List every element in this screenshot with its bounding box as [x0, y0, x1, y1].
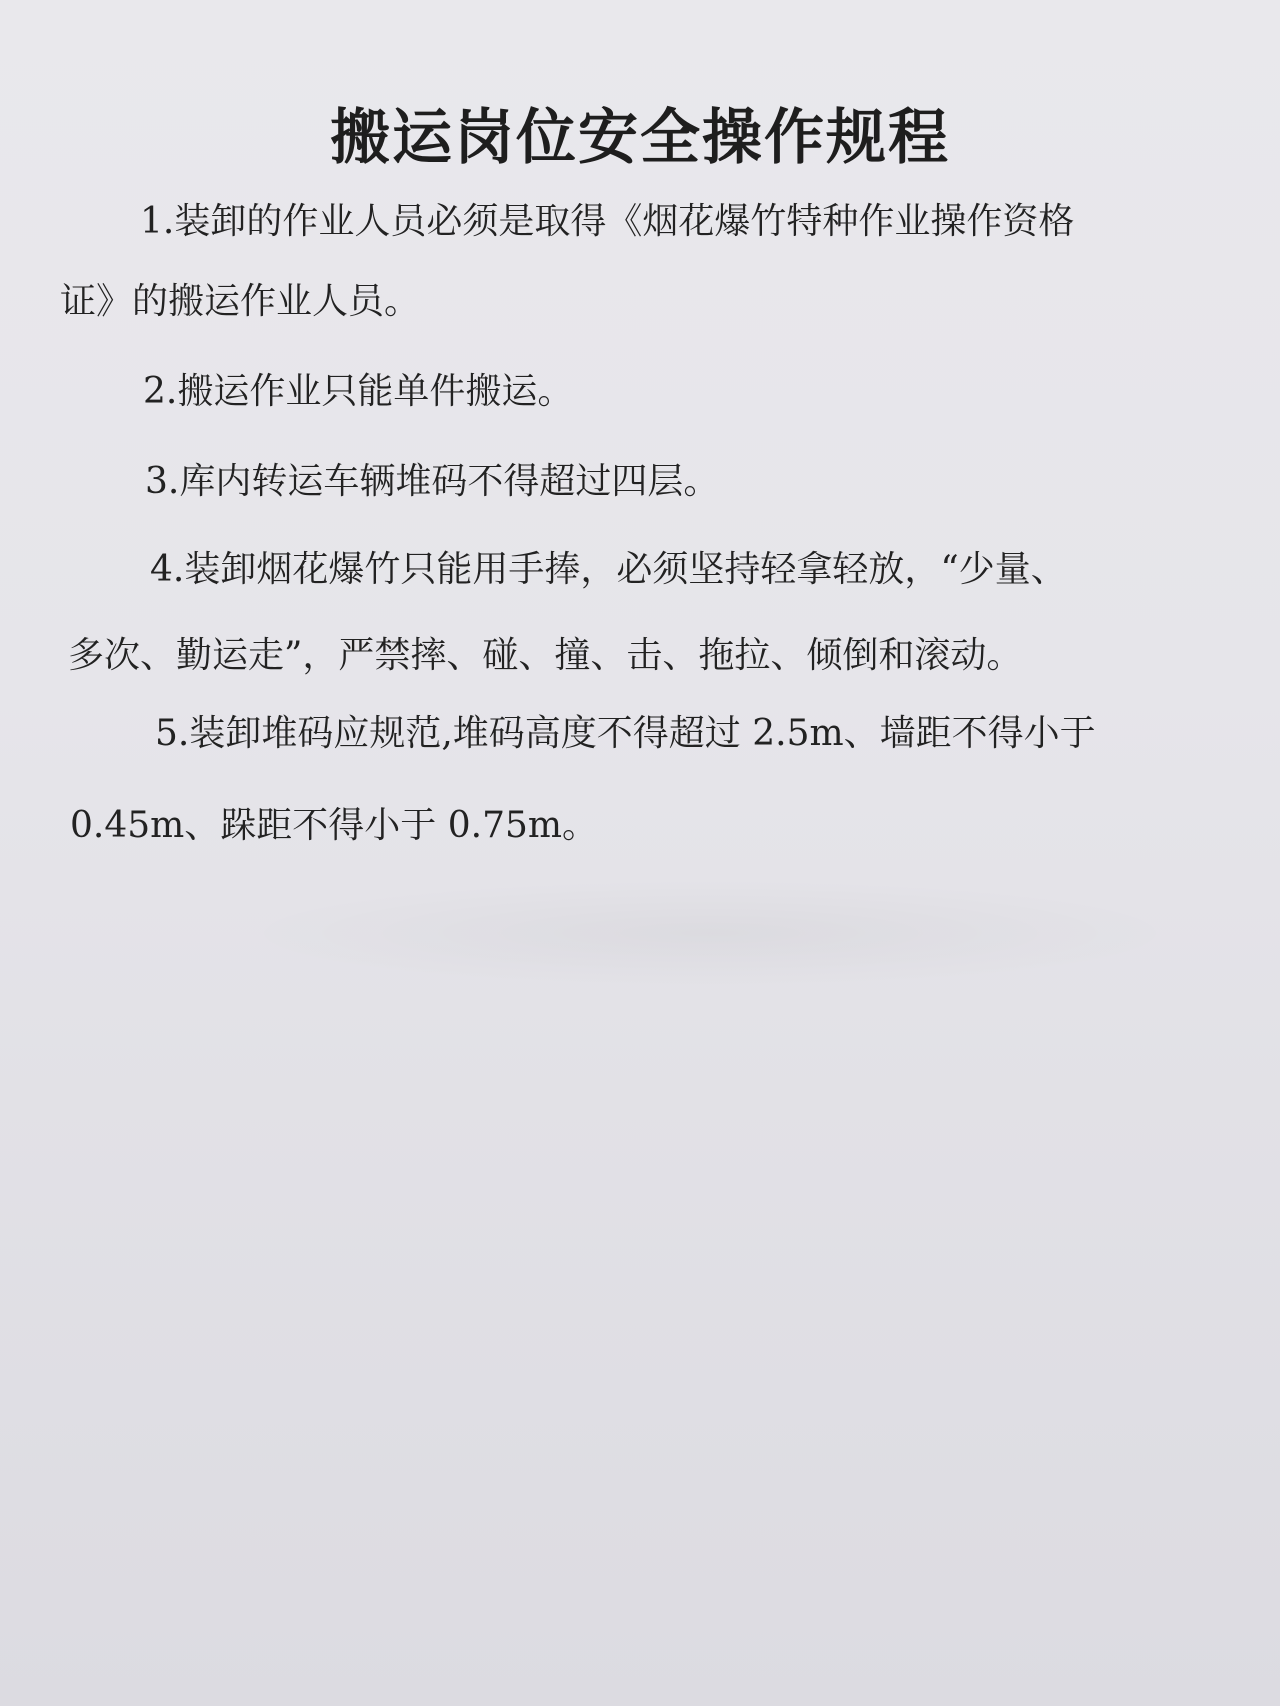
rule-4-line-1: 4.装卸烟花爆竹只能用手捧，必须坚持轻拿轻放，“少量、 — [150, 549, 1067, 590]
bleed-through-shadow — [230, 878, 1190, 988]
rule-5-line-2: 0.45m、跺距不得小于 0.75m。 — [70, 805, 599, 846]
rule-2: 2.搬运作业只能单件搬运。 — [143, 371, 574, 412]
document-title: 搬运岗位安全操作规程 — [330, 103, 950, 173]
rule-3: 3.库内转运车辆堆码不得超过四层。 — [145, 461, 720, 502]
rule-1-line-2: 证》的搬运作业人员。 — [60, 281, 421, 322]
rule-4-line-2: 多次、勤运走”，严禁摔、碰、撞、击、拖拉、倾倒和滚动。 — [68, 635, 1023, 676]
rule-5-line-1: 5.装卸堆码应规范,堆码高度不得超过 2.5m、墙距不得小于 — [155, 713, 1096, 754]
rule-1-line-1: 1.装卸的作业人员必须是取得《烟花爆竹特种作业操作资格 — [140, 201, 1075, 242]
